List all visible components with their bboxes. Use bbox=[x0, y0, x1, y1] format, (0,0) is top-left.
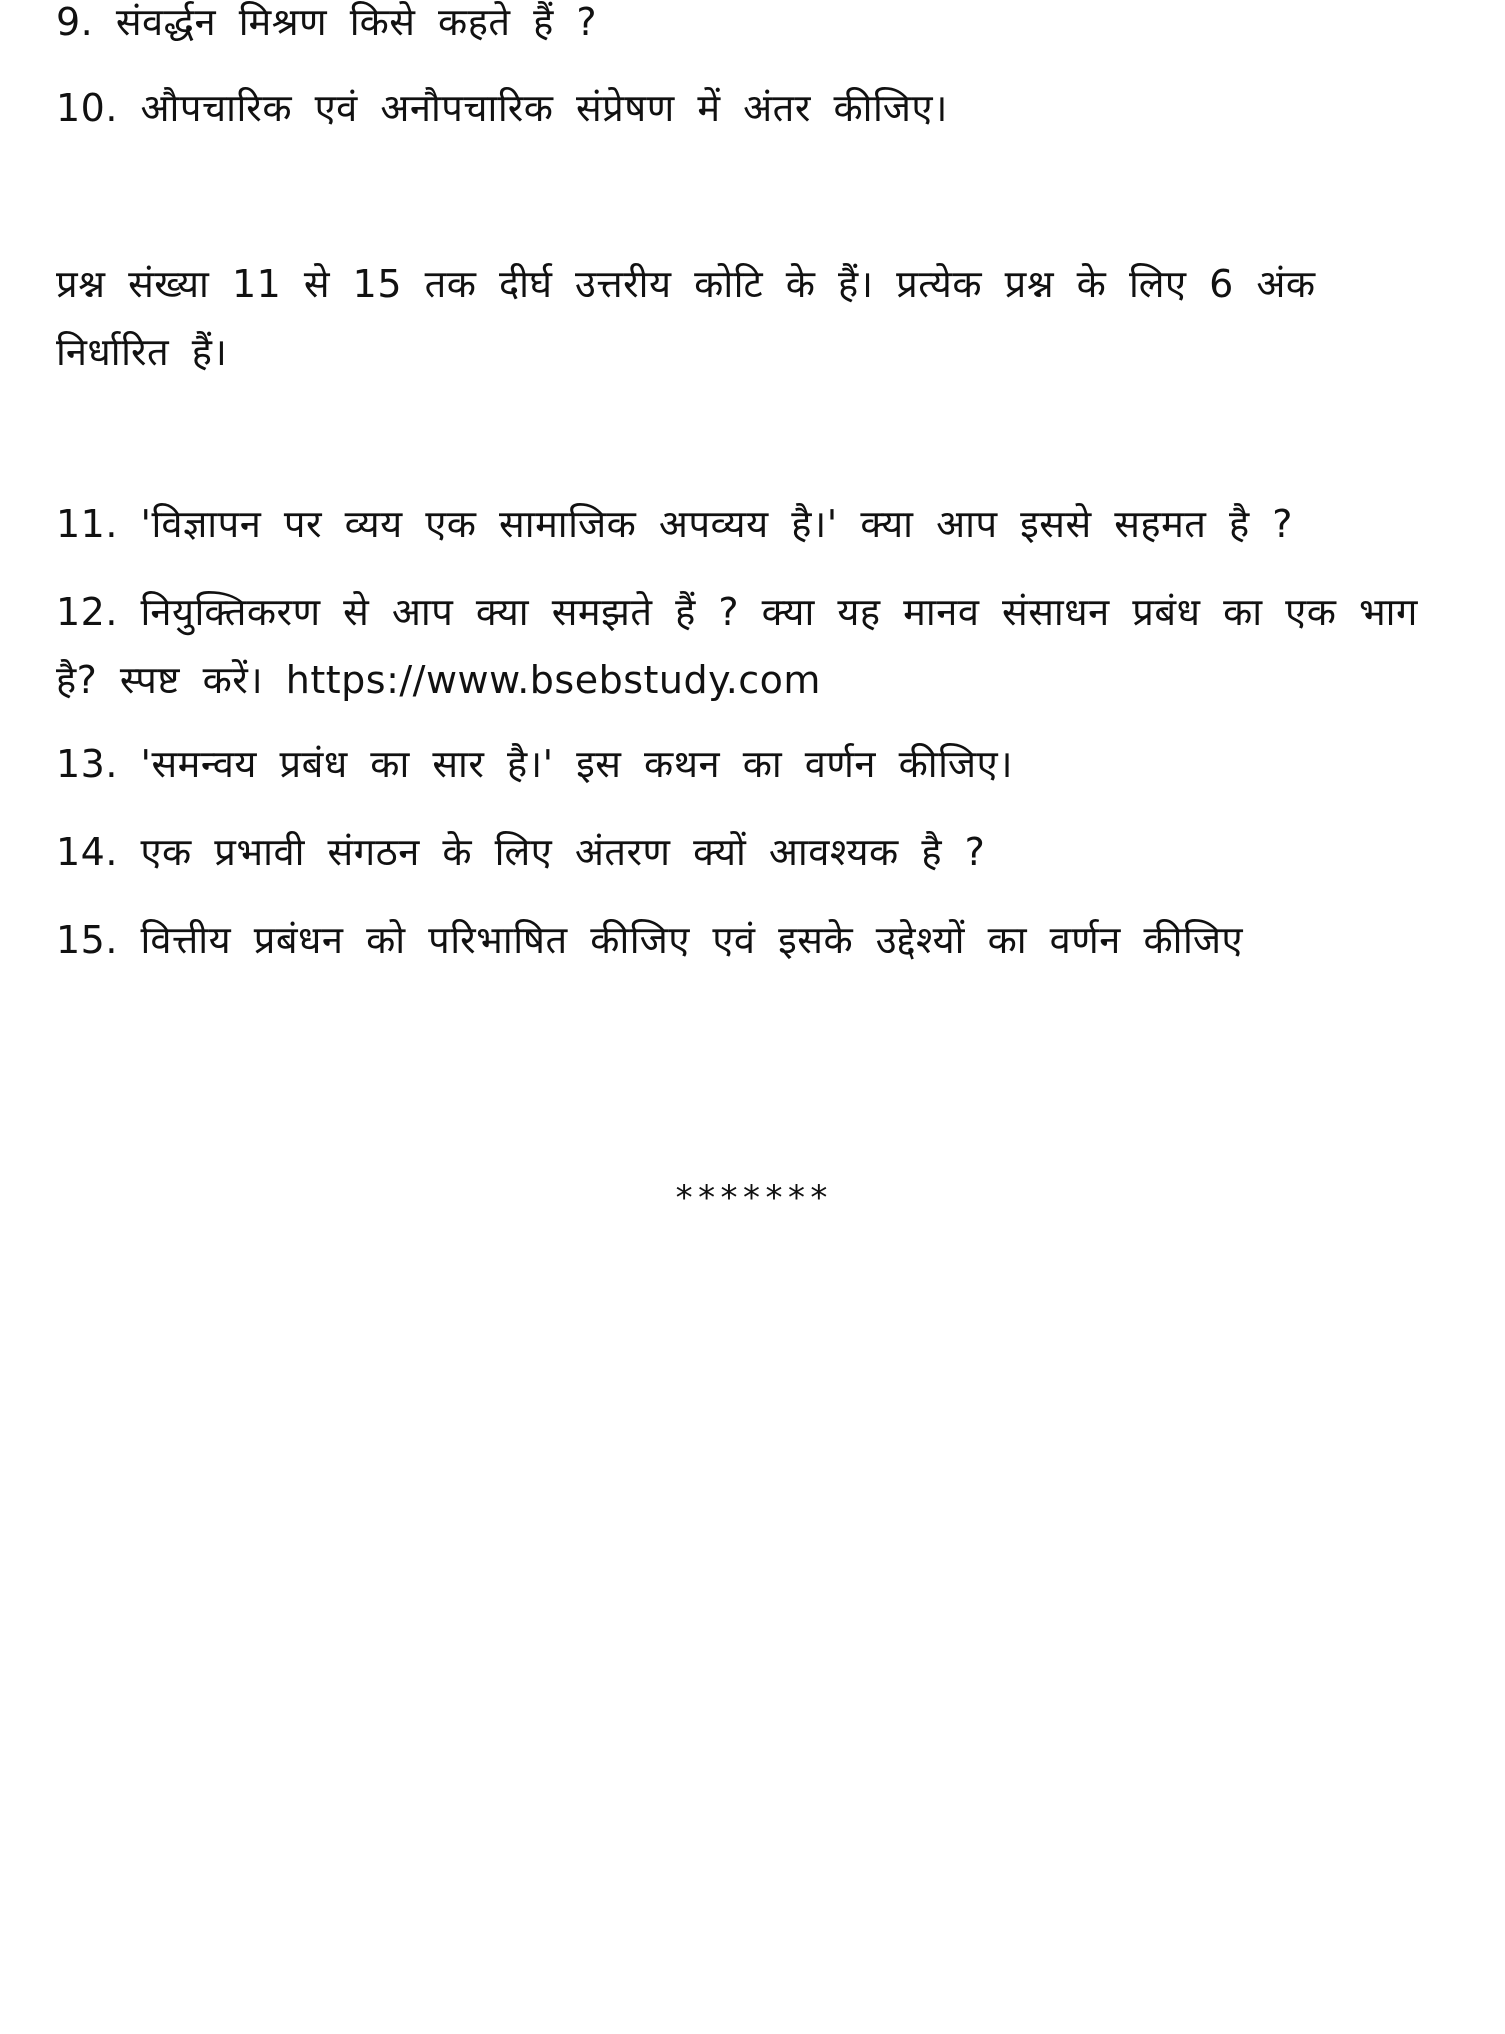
question-text: संवर्द्धन मिश्रण किसे कहते हैं ? bbox=[115, 0, 598, 44]
question-13 bbox=[56, 730, 1456, 798]
question-10 bbox=[56, 74, 1456, 142]
end-marker: ******* bbox=[673, 1178, 832, 1218]
question-text: औपचारिक एवं अनौपचारिक संप्रेषण में अंतर कीजिए। bbox=[140, 86, 948, 130]
question-number: 12. bbox=[56, 590, 118, 634]
question-number: 9. bbox=[56, 0, 94, 44]
question-number: 11. bbox=[56, 502, 118, 546]
section-instruction: प्रश्न संख्या 11 से 15 तक दीर्घ उत्तरीय कोटि के हैं। प्रत्येक प्रश्न के लिए 6 अंक निर्धारित हैं। bbox=[56, 262, 1316, 374]
question-text: नियुक्तिकरण से आप क्या समझते हैं ? क्या यह मानव संसाधन प्रबंध का एक भाग है? स्पष्ट करें। https://www.bsebstudy.com bbox=[56, 590, 1418, 702]
question-15 bbox=[56, 906, 1456, 974]
question-text: वित्तीय प्रबंधन को परिभाषित कीजिए एवं इसके उद्देश्यों का वर्णन कीजिए bbox=[140, 918, 1244, 962]
question-9 bbox=[56, 0, 1456, 56]
question-number: 13. bbox=[56, 742, 118, 786]
question-number: 14. bbox=[56, 830, 118, 874]
question-12 bbox=[56, 578, 1426, 714]
question-text: एक प्रभावी संगठन के लिए अंतरण क्यों आवश्यक है ? bbox=[140, 830, 986, 874]
question-number: 10. bbox=[56, 86, 118, 130]
question-text: 'विज्ञापन पर व्यय एक सामाजिक अपव्यय है।' क्या आप इससे सहमत है ? bbox=[140, 502, 1293, 546]
question-11 bbox=[56, 490, 1456, 558]
question-14 bbox=[56, 818, 1456, 886]
question-text: 'समन्वय प्रबंध का सार है।' इस कथन का वर्णन कीजिए। bbox=[140, 742, 1014, 786]
question-number: 15. bbox=[56, 918, 118, 962]
